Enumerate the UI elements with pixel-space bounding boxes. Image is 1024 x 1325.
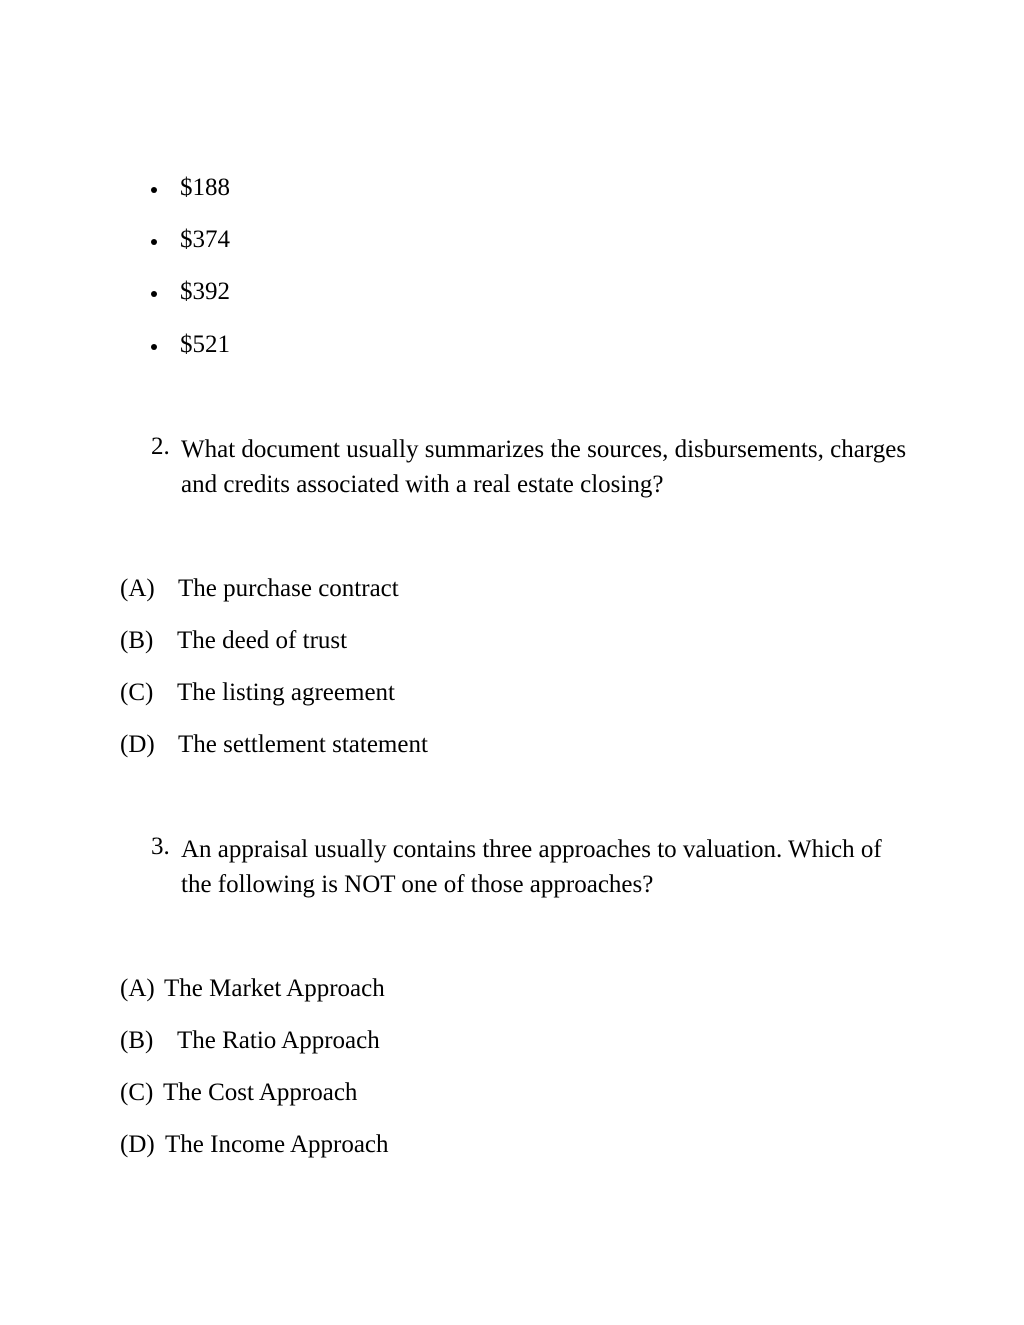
amount-option: $188 bbox=[180, 174, 230, 201]
option-letter: (D) bbox=[120, 1131, 155, 1158]
answer-option-d bbox=[120, 730, 428, 760]
answer-option-c bbox=[120, 1078, 357, 1108]
option-letter: (A) bbox=[120, 975, 155, 1002]
option-label: The deed of trust bbox=[177, 627, 348, 654]
bullet-icon bbox=[151, 291, 157, 297]
amount-option: $521 bbox=[180, 331, 230, 358]
option-label: The Income Approach bbox=[165, 1131, 389, 1158]
option-label: The listing agreement bbox=[177, 679, 395, 706]
answer-option-d bbox=[120, 1130, 389, 1160]
bullet-icon bbox=[151, 187, 157, 193]
answer-option-b bbox=[120, 1026, 380, 1056]
question-number: 2. bbox=[151, 433, 170, 460]
question-2 bbox=[151, 432, 911, 502]
amount-option: $392 bbox=[180, 278, 230, 305]
option-letter: (A) bbox=[120, 575, 155, 602]
option-label: The Cost Approach bbox=[163, 1079, 358, 1106]
answer-option-a bbox=[120, 574, 399, 604]
answer-option-a bbox=[120, 974, 385, 1004]
bullet-icon bbox=[151, 239, 157, 245]
bullet-icon bbox=[151, 344, 157, 350]
option-letter: (B) bbox=[120, 1027, 154, 1054]
option-letter: (C) bbox=[120, 1079, 154, 1106]
amount-option: $374 bbox=[180, 226, 230, 253]
option-label: The purchase contract bbox=[178, 575, 399, 602]
option-label: The Market Approach bbox=[164, 975, 385, 1002]
question-text: An appraisal usually contains three approaches to valuation. Which of the following is NOT one of those approaches? bbox=[181, 836, 882, 898]
option-letter: (B) bbox=[120, 627, 154, 654]
question-number: 3. bbox=[151, 833, 170, 860]
question-text: What document usually summarizes the sources, disbursements, charges and credits associated with a real estate closing? bbox=[181, 436, 907, 498]
option-letter: (D) bbox=[120, 731, 155, 758]
option-letter: (C) bbox=[120, 679, 154, 706]
option-label: The Ratio Approach bbox=[177, 1027, 380, 1054]
answer-option-b bbox=[120, 626, 347, 656]
question-3 bbox=[151, 832, 911, 902]
option-label: The settlement statement bbox=[178, 731, 428, 758]
answer-option-c bbox=[120, 678, 395, 708]
